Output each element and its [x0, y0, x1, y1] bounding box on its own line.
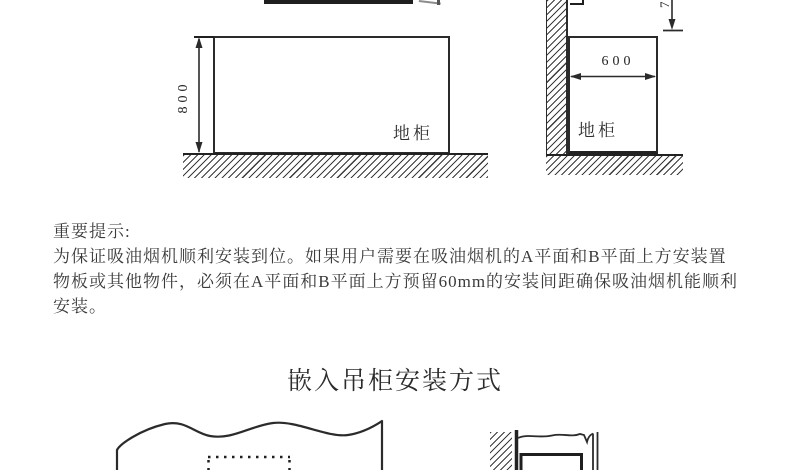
notice-line-2: 物板或其他物件，必须在A平面和B平面上方预留60mm的安装间距确保吸油烟机能顺利 — [53, 272, 739, 291]
arrow-up-icon — [196, 37, 203, 48]
cropped-top-dimension-digit: 7 — [657, 1, 672, 8]
notice-line-3: 安装。 — [53, 297, 107, 316]
dimension-arrow-vertical-800 — [191, 37, 207, 154]
right-width-dimension: 600 — [601, 54, 635, 69]
arrow-down-icon — [669, 19, 676, 30]
cabinet-broken-top — [518, 434, 593, 443]
cropped-hood-outline — [264, 0, 413, 4]
left-cabinet-label: 地柜 — [393, 124, 433, 143]
dimension-arrow-horizontal-600 — [569, 70, 657, 83]
notice-title: 重要提示: — [53, 222, 131, 241]
bottom-left-cabinet-diagram — [100, 410, 400, 470]
right-ground-hatch — [546, 154, 683, 175]
arrow-left-icon — [570, 73, 581, 80]
arrow-right-icon — [645, 73, 656, 80]
notice-line-1: 为保证吸油烟机顺利安装到位。如果用户需要在吸油烟机的A平面和B平面上方安装置 — [53, 247, 727, 266]
arrow-down-icon — [196, 142, 203, 153]
left-height-dimension: 800 — [176, 80, 191, 114]
right-wall-hatch — [546, 0, 568, 154]
bottom-right-cabinet-diagram — [485, 425, 610, 470]
left-ground-hatch — [183, 153, 488, 178]
section-heading: 嵌入吊柜安装方式 — [286, 367, 503, 395]
cabinet-broken-outline — [117, 421, 382, 470]
important-notice — [53, 219, 759, 319]
right-cabinet-label: 地柜 — [578, 121, 618, 140]
cropped-leader-stub — [437, 0, 440, 5]
embedded-hood-outline — [521, 455, 582, 470]
cropped-corner-line-v — [582, 0, 584, 5]
